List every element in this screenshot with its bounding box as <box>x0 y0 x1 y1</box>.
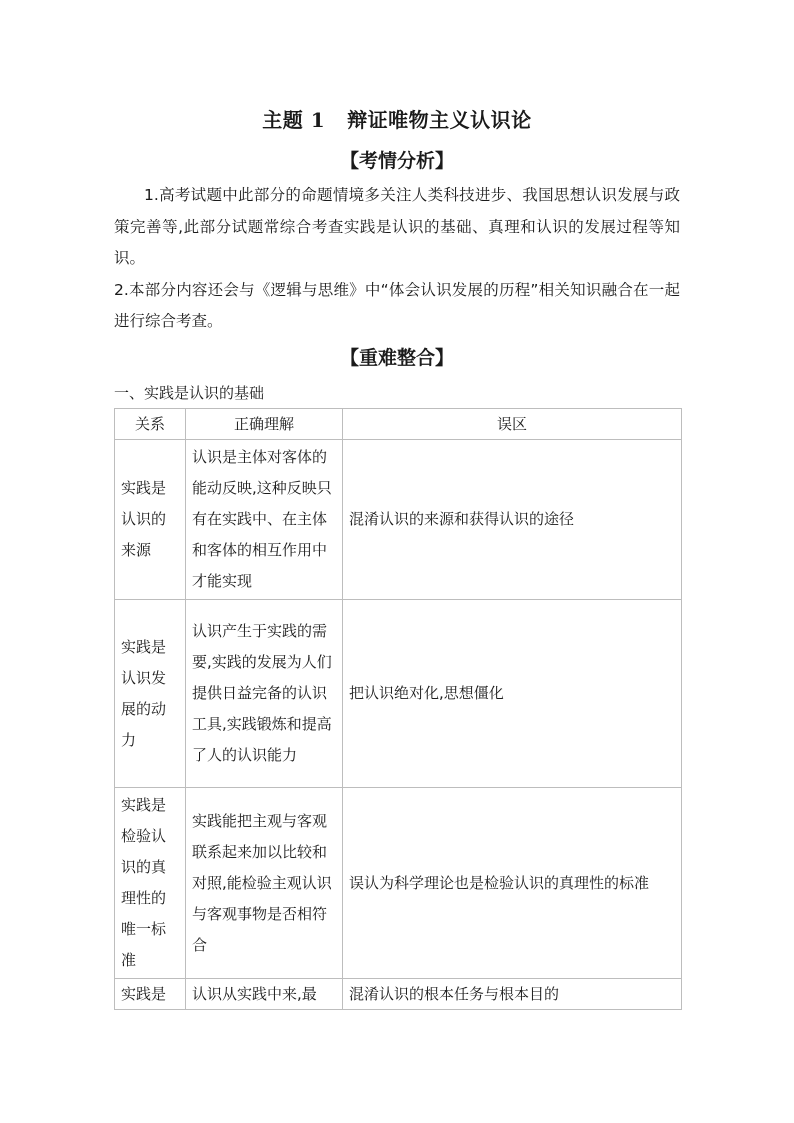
cell-mistake: 混淆认识的根本任务与根本目的 <box>343 979 682 1010</box>
title-prefix: 主题 1 <box>262 108 326 132</box>
cell-correct: 认识从实践中来,最 <box>186 979 343 1010</box>
integration-heading: 【重难整合】 <box>339 347 454 369</box>
table-row <box>115 979 682 1010</box>
analysis-heading: 【考情分析】 <box>339 150 454 172</box>
cell-mistake: 混淆认识的来源和获得认识的途径 <box>343 440 682 600</box>
header-mistake: 误区 <box>343 409 682 440</box>
comparison-table <box>114 408 682 1010</box>
page-title <box>0 104 794 133</box>
cell-correct: 认识是主体对客体的能动反映,这种反映只有在实践中、在主体和客体的相互作用中才能实现 <box>186 440 343 600</box>
table-row <box>115 788 682 979</box>
table-row <box>115 600 682 788</box>
title-name: 辩证唯物主义认识论 <box>347 108 532 132</box>
table-header-row <box>115 409 682 440</box>
analysis-paragraph-1: 1.高考试题中此部分的命题情境多关注人类科技进步、我国思想认识发展与政策完善等,此部分试题常综合考查实践是认识的基础、真理和认识的发展过程等知识。 <box>114 186 680 267</box>
table-row <box>115 440 682 600</box>
cell-mistake: 把认识绝对化,思想僵化 <box>343 600 682 788</box>
cell-relation: 实践是认识发展的动力 <box>115 600 186 788</box>
cell-relation: 实践是 <box>115 979 186 1010</box>
cell-relation: 实践是认识的来源 <box>115 440 186 600</box>
header-correct: 正确理解 <box>186 409 343 440</box>
analysis-paragraphs <box>114 180 680 338</box>
cell-relation: 实践是检验认识的真理性的唯一标准 <box>115 788 186 979</box>
section-subheading: 一、实践是认识的基础 <box>114 384 265 402</box>
cell-correct: 实践能把主观与客观联系起来加以比较和对照,能检验主观认识与客观事物是否相符合 <box>186 788 343 979</box>
cell-mistake: 误认为科学理论也是检验认识的真理性的标准 <box>343 788 682 979</box>
cell-correct: 认识产生于实践的需要,实践的发展为人们提供日益完备的认识工具,实践锻炼和提高了人的认识能力 <box>186 600 343 788</box>
header-relation: 关系 <box>115 409 186 440</box>
analysis-paragraph-2: 2.本部分内容还会与《逻辑与思维》中“体会认识发展的历程”相关知识融合在一起进行综合考查。 <box>114 280 680 330</box>
